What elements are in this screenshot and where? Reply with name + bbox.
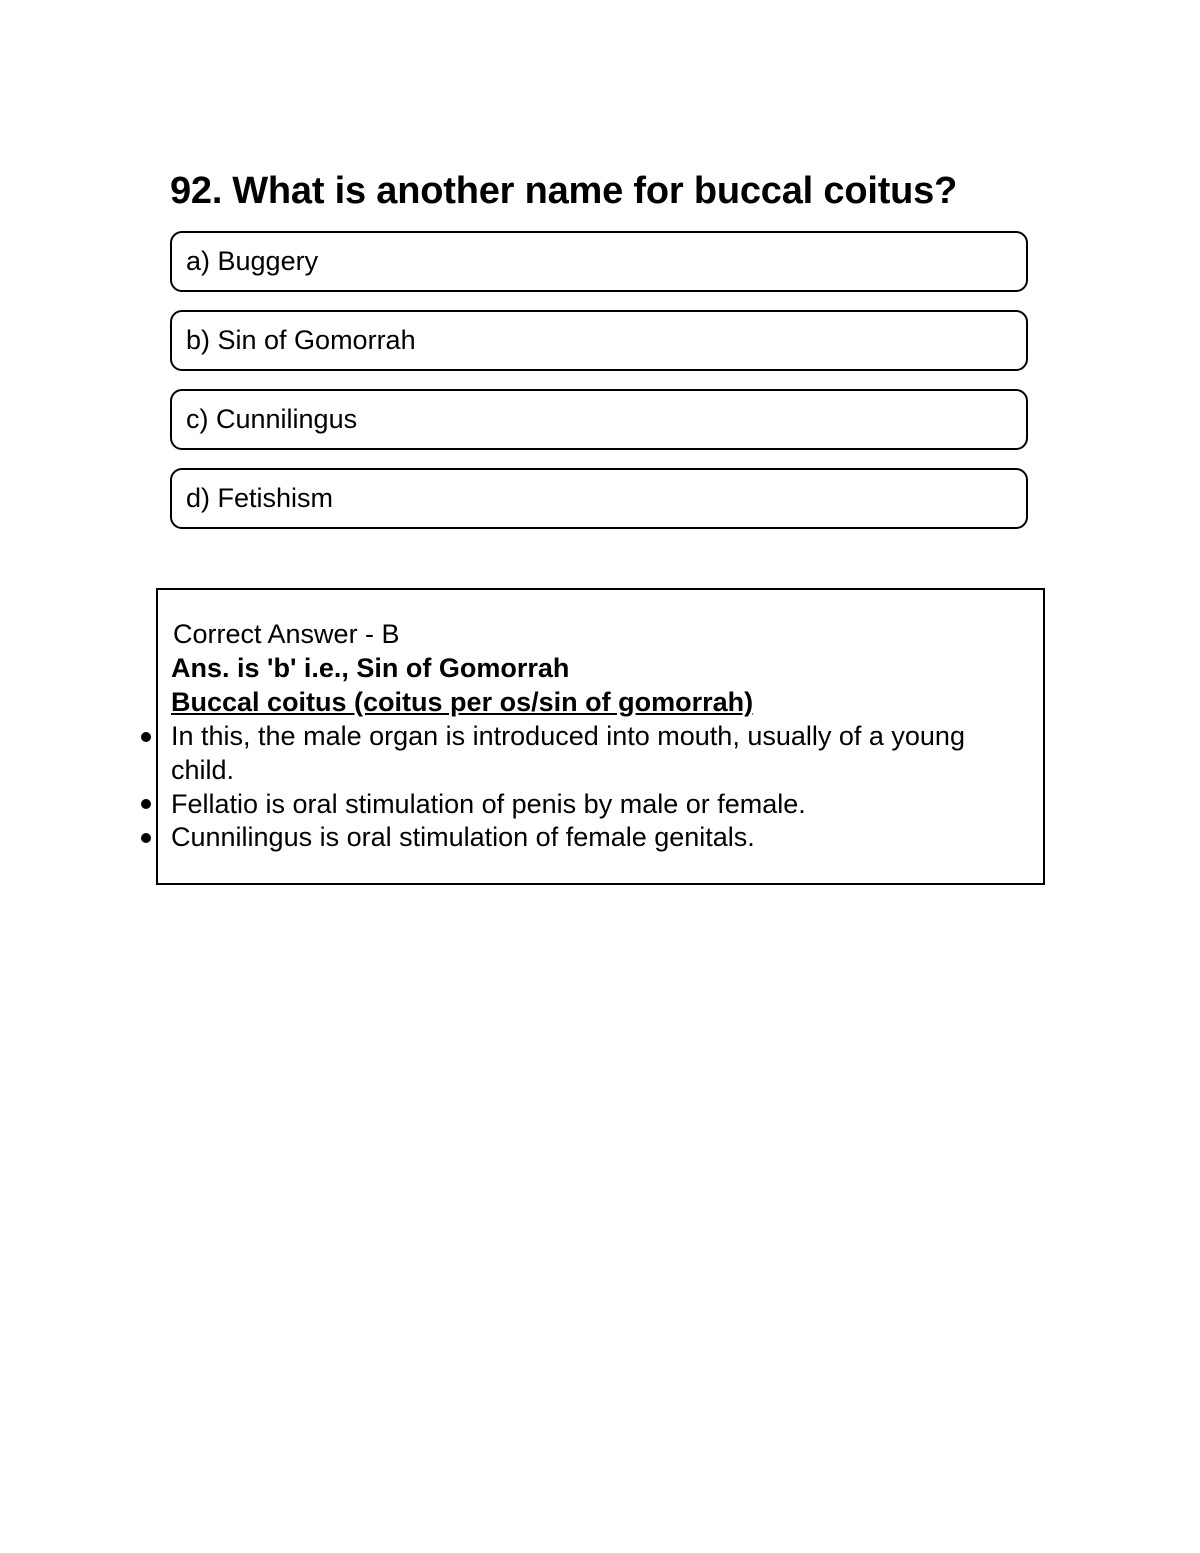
option-b[interactable] [170,310,1028,371]
bullet-1-line-1: In this, the male organ is introduced into mouth, usually of a young [171,721,965,751]
option-d-label: d) Fetishism [186,483,334,513]
bullet-3: Cunnilingus is oral stimulation of female genitals. [171,822,755,852]
option-c[interactable] [170,389,1028,450]
explanation-heading: Buccal coitus (coitus per os/sin of gomorrah) [171,687,754,717]
bullet-icon [141,732,151,742]
question-text: What is another name for buccal coitus? [232,170,958,212]
answer-statement: Ans. is 'b' i.e., Sin of Gomorrah [171,653,570,683]
question-number: 92. [170,170,223,212]
correct-answer-line: Correct Answer - B [173,619,400,649]
option-a-label: a) Buggery [186,246,319,276]
option-a[interactable] [170,231,1028,292]
bullet-1-line-2: child. [171,755,235,785]
option-d[interactable] [170,468,1028,529]
question-title [170,170,957,213]
bullet-icon [141,833,151,843]
option-c-label: c) Cunnilingus [186,404,358,434]
bullet-2: Fellatio is oral stimulation of penis by male or female. [171,789,806,819]
option-b-label: b) Sin of Gomorrah [186,325,416,355]
bullet-icon [141,799,151,809]
